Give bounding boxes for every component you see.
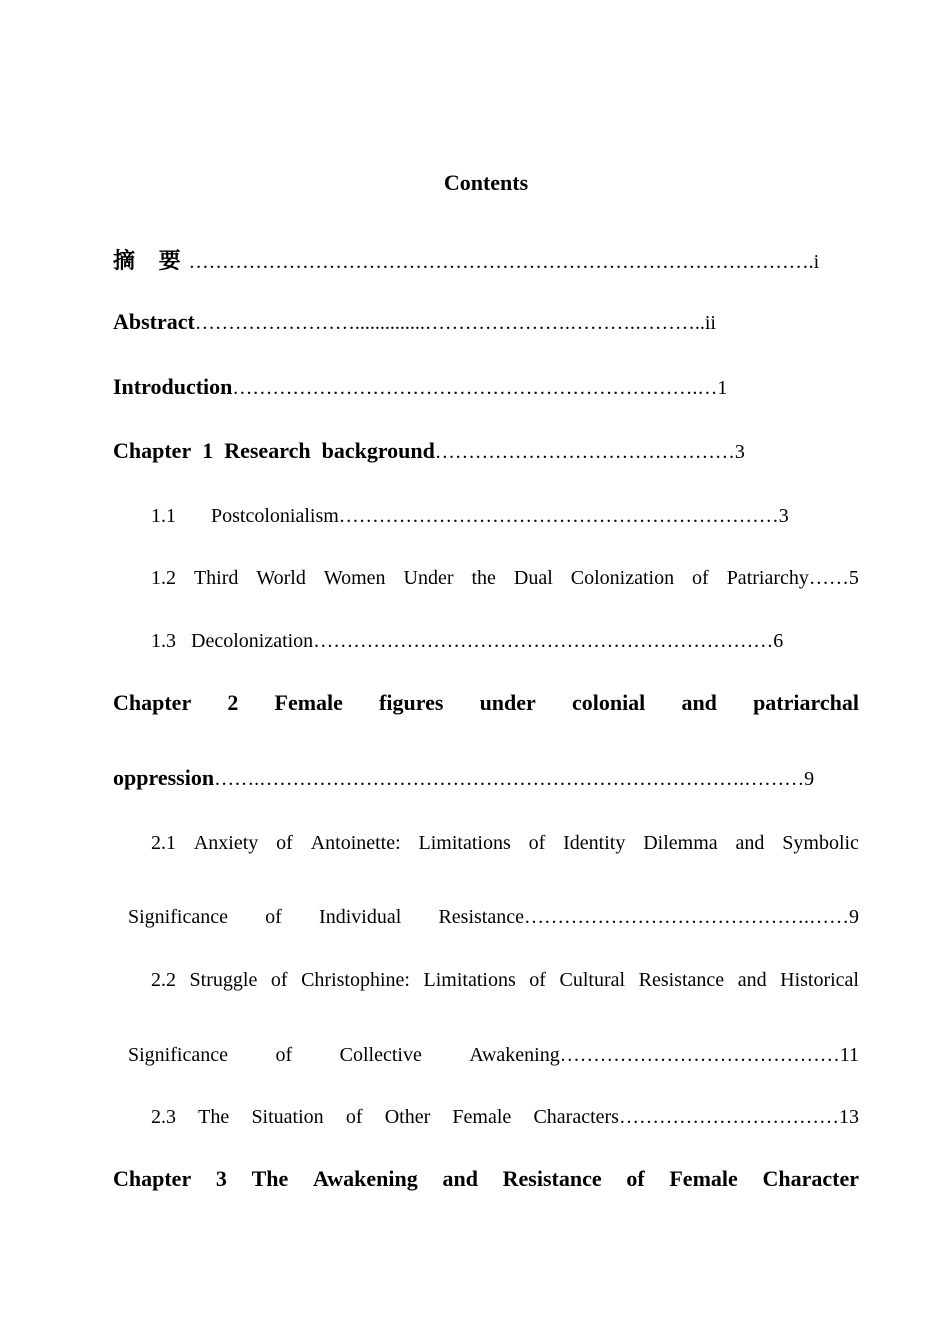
toc-word: 2.1 — [151, 832, 176, 854]
toc-word: colonial — [571, 690, 646, 715]
toc-section-number: 1.3 — [151, 630, 176, 652]
toc-word: Individual — [319, 906, 402, 928]
toc-word: and — [737, 969, 767, 991]
toc-entry-label: Abstract — [113, 309, 195, 334]
toc-word: patriarchal — [753, 690, 859, 715]
toc-word: Collective — [339, 1044, 422, 1066]
toc-word: Resistance…………………………………….……9 — [438, 906, 859, 928]
toc-word: Dual — [513, 567, 553, 589]
toc-word: Resistance — [638, 969, 725, 991]
toc-word: of — [275, 1044, 293, 1066]
toc-word: Christophine: — [301, 969, 410, 991]
toc-word: of — [692, 567, 709, 589]
toc-word: Patriarchy……5 — [726, 567, 859, 589]
toc-entry-label: 摘 要 — [113, 249, 189, 274]
toc-word: Third — [193, 567, 239, 589]
toc-word: Limitations — [423, 969, 516, 991]
toc-leader-dots: ……………………………………… — [434, 441, 735, 463]
toc-word: background — [321, 438, 435, 463]
toc-word: of — [626, 1166, 645, 1191]
toc-word: Awakening — [313, 1166, 418, 1191]
toc-entry-chapter-3[interactable] — [113, 1166, 859, 1192]
toc-entry-zhaiyao[interactable] — [113, 244, 859, 275]
toc-word: Limitations — [418, 832, 511, 854]
toc-entry-label: Decolonization — [191, 630, 314, 652]
toc-entry-2-2-continued[interactable] — [128, 1044, 859, 1067]
toc-entry-chapter-2-continued[interactable] — [113, 765, 859, 791]
toc-entry-1-2[interactable] — [151, 567, 859, 590]
toc-word: The — [251, 1166, 289, 1191]
toc-word: of — [528, 832, 546, 854]
toc-word: Cultural — [559, 969, 626, 991]
toc-word: Identity — [563, 832, 626, 854]
toc-word: Female — [452, 1106, 512, 1128]
toc-page-number: 6 — [773, 630, 784, 652]
toc-entry-chapter-2[interactable] — [113, 690, 859, 716]
toc-page-number: 9 — [804, 768, 815, 790]
toc-word: 3 — [215, 1166, 227, 1191]
toc-word: and — [681, 690, 717, 715]
toc-word: Significance — [128, 906, 228, 928]
contents-heading: Contents — [443, 170, 529, 195]
toc-page-number: 3 — [734, 441, 745, 463]
toc-word: Awakening……………………………………11 — [469, 1044, 859, 1066]
toc-word: Resistance — [502, 1166, 602, 1191]
toc-word: Other — [384, 1106, 431, 1128]
toc-word: and — [442, 1166, 478, 1191]
toc-word: of — [529, 969, 546, 991]
toc-entry-abstract[interactable] — [113, 309, 859, 335]
toc-word: The — [198, 1106, 230, 1128]
toc-word: Colonization — [570, 567, 675, 589]
toc-word: of — [345, 1106, 363, 1128]
toc-leader-dots: …….……………………………………………………………….……… — [214, 768, 805, 790]
toc-word: Chapter — [113, 1166, 192, 1191]
toc-leader-dots: …………………………………………………………….… — [232, 377, 718, 399]
toc-word: and — [735, 832, 765, 854]
toc-page-number: 1 — [717, 377, 728, 399]
toc-word: of — [276, 832, 293, 854]
toc-leader-dots: ……………………..............………………….……….………. — [194, 312, 700, 334]
toc-entry-1-1[interactable] — [151, 505, 859, 528]
toc-word: 1.2 — [151, 567, 176, 589]
toc-word: Characters……………………………13 — [533, 1106, 859, 1128]
toc-word: Women — [323, 567, 386, 589]
toc-leader-dots: …………………………………………………………………………………. — [188, 251, 814, 273]
toc-word: the — [471, 567, 496, 589]
toc-entry-2-1[interactable] — [151, 832, 859, 855]
toc-entry-label: Postcolonialism — [211, 505, 339, 527]
toc-word: Situation — [251, 1106, 324, 1128]
toc-word: Anxiety — [193, 832, 259, 854]
toc-leader-dots: …………………………………………………………… — [313, 630, 774, 652]
toc-word: Character — [762, 1166, 859, 1191]
toc-word: 1 — [202, 438, 214, 463]
toc-word: Dilemma — [643, 832, 718, 854]
toc-page-number: 3 — [778, 505, 789, 527]
toc-word: Female — [274, 690, 343, 715]
toc-word: 2.3 — [151, 1106, 176, 1128]
toc-entry-2-3[interactable] — [151, 1106, 859, 1129]
toc-word: of — [265, 906, 282, 928]
toc-word: Research — [224, 438, 311, 463]
toc-word: Struggle — [189, 969, 258, 991]
toc-entry-introduction[interactable] — [113, 374, 859, 400]
toc-entry-2-2[interactable] — [151, 969, 859, 992]
toc-word: World — [256, 567, 306, 589]
toc-word: Chapter — [113, 438, 192, 463]
toc-page-number: i — [813, 251, 820, 273]
toc-word: Symbolic — [782, 832, 859, 854]
toc-word: Antoinette: — [310, 832, 401, 854]
toc-entry-label: Introduction — [113, 374, 233, 399]
toc-word: 2.2 — [151, 969, 176, 991]
toc-word: Historical — [780, 969, 859, 991]
toc-entry-1-3[interactable] — [151, 630, 859, 653]
toc-word: Female — [669, 1166, 738, 1191]
toc-entry-2-1-continued[interactable] — [128, 906, 859, 929]
toc-word: Under — [403, 567, 454, 589]
toc-word: Chapter — [113, 690, 192, 715]
toc-entry-chapter-1[interactable] — [113, 438, 859, 464]
toc-leader-dots: ………………………………………………………… — [338, 505, 779, 527]
toc-page-number: .ii — [699, 312, 716, 334]
toc-entry-label: oppression — [113, 765, 215, 790]
toc-section-number: 1.1 — [151, 505, 176, 527]
toc-word: Significance — [128, 1044, 228, 1066]
toc-word: of — [270, 969, 288, 991]
toc-word: 2 — [227, 690, 239, 715]
toc-word: under — [479, 690, 536, 715]
toc-word: figures — [379, 690, 444, 715]
